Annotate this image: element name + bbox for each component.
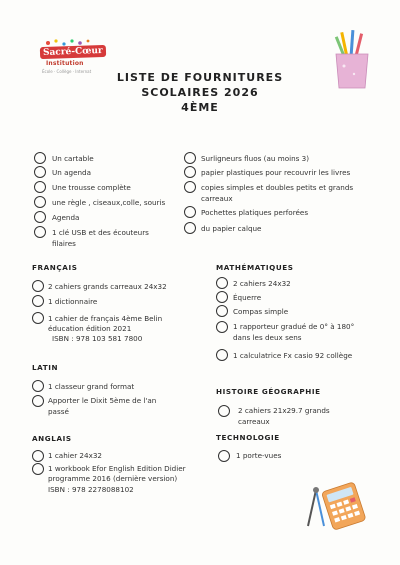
list-item: copies simples et doubles petits et grands [201, 183, 354, 192]
list-item: 2 cahiers 24x32 [233, 279, 291, 288]
list-item: 1 classeur grand format [48, 382, 135, 391]
title-line-2: SCOLAIRES 2026 [141, 86, 259, 99]
list-item: Un agenda [52, 168, 92, 177]
list-item-continued: éducation édition 2021 [48, 324, 132, 333]
checkbox[interactable] [184, 152, 196, 164]
section-heading-maths: MATHÉMATIQUES [216, 263, 294, 272]
list-item-continued: passé [48, 407, 69, 416]
logo-sub-text: Institution [46, 60, 84, 67]
checkbox[interactable] [34, 166, 46, 178]
section-heading-anglais: ANGLAIS [32, 434, 72, 443]
list-item: 1 dictionnaire [48, 297, 98, 306]
list-item: 1 porte-vues [236, 451, 282, 460]
list-item: Compas simple [233, 307, 289, 316]
checkbox[interactable] [32, 463, 44, 475]
section-heading-francais: FRANÇAIS [32, 263, 78, 272]
list-item: 2 cahiers 21x29.7 grands [238, 406, 330, 415]
checkbox[interactable] [216, 321, 228, 333]
checkbox[interactable] [32, 312, 44, 324]
list-item: Pochettes platiques perforées [201, 208, 309, 217]
section-heading-histoire: HISTOIRE GÉOGRAPHIE [216, 387, 321, 396]
checkbox[interactable] [184, 166, 196, 178]
list-item: papier plastiques pour recouvrir les livres [201, 168, 351, 177]
checkbox[interactable] [34, 152, 46, 164]
list-item: du papier calque [201, 224, 262, 233]
checkbox[interactable] [216, 277, 228, 289]
list-item-continued: programme 2016 (dernière version) [48, 474, 178, 483]
checkbox[interactable] [32, 280, 44, 292]
checkbox[interactable] [216, 291, 228, 303]
title-line-1: LISTE DE FOURNITURES [116, 71, 284, 84]
logo-brand-text: Sacré-Cœur [40, 45, 106, 59]
list-item: 1 cahier de français 4ème Belin [48, 314, 163, 323]
list-item: Apporter le Dixit 5ème de l'an [48, 396, 157, 405]
list-item-continued: carreaux [201, 194, 233, 203]
list-item-continued: filaires [52, 239, 76, 248]
list-item: 1 rapporteur gradué de 0° à 180° [233, 322, 355, 331]
checkbox[interactable] [32, 295, 44, 307]
checkbox[interactable] [34, 211, 46, 223]
checkbox[interactable] [34, 226, 46, 238]
checkbox[interactable] [34, 196, 46, 208]
list-item-continued: ISBN : 978 2278088102 [48, 485, 134, 494]
checkbox[interactable] [184, 181, 196, 193]
section-heading-technologie: TECHNOLOGIE [216, 433, 280, 442]
checkbox[interactable] [216, 349, 228, 361]
list-item: Un cartable [52, 154, 94, 163]
calculator-compass-icon [302, 482, 374, 536]
list-item: 1 calculatrice Fx casio 92 collège [233, 351, 353, 360]
list-item: 1 cahier 24x32 [48, 451, 102, 460]
list-item: 1 clé USB et des écouteurs [52, 228, 149, 237]
checkbox[interactable] [218, 405, 230, 417]
checkbox[interactable] [218, 450, 230, 462]
list-item: Équerre [233, 293, 262, 302]
checkbox[interactable] [32, 395, 44, 407]
list-item: une règle , ciseaux,colle, souris [52, 198, 166, 207]
list-item: Agenda [52, 213, 80, 222]
list-item: Une trousse complète [52, 183, 131, 192]
checkbox[interactable] [184, 206, 196, 218]
list-item: Surligneurs fluos (au moins 3) [201, 154, 310, 163]
section-heading-latin: LATIN [32, 363, 59, 372]
checkbox[interactable] [32, 380, 44, 392]
list-item-continued: ISBN : 978 103 581 7800 [52, 334, 143, 343]
checkbox[interactable] [32, 450, 44, 462]
list-item-continued: dans les deux sens [233, 333, 302, 342]
list-item-continued: carreaux [238, 417, 270, 426]
checkbox[interactable] [34, 181, 46, 193]
checkbox[interactable] [216, 305, 228, 317]
list-item: 2 cahiers grands carreaux 24x32 [48, 282, 167, 291]
list-item: 1 workbook Efor English Edition Didier [48, 464, 186, 473]
checkbox[interactable] [184, 222, 196, 234]
logo-tagline: École · Collège · Internat [42, 69, 92, 74]
title-line-3: 4ÈME [181, 101, 219, 114]
page-title [0, 70, 400, 115]
